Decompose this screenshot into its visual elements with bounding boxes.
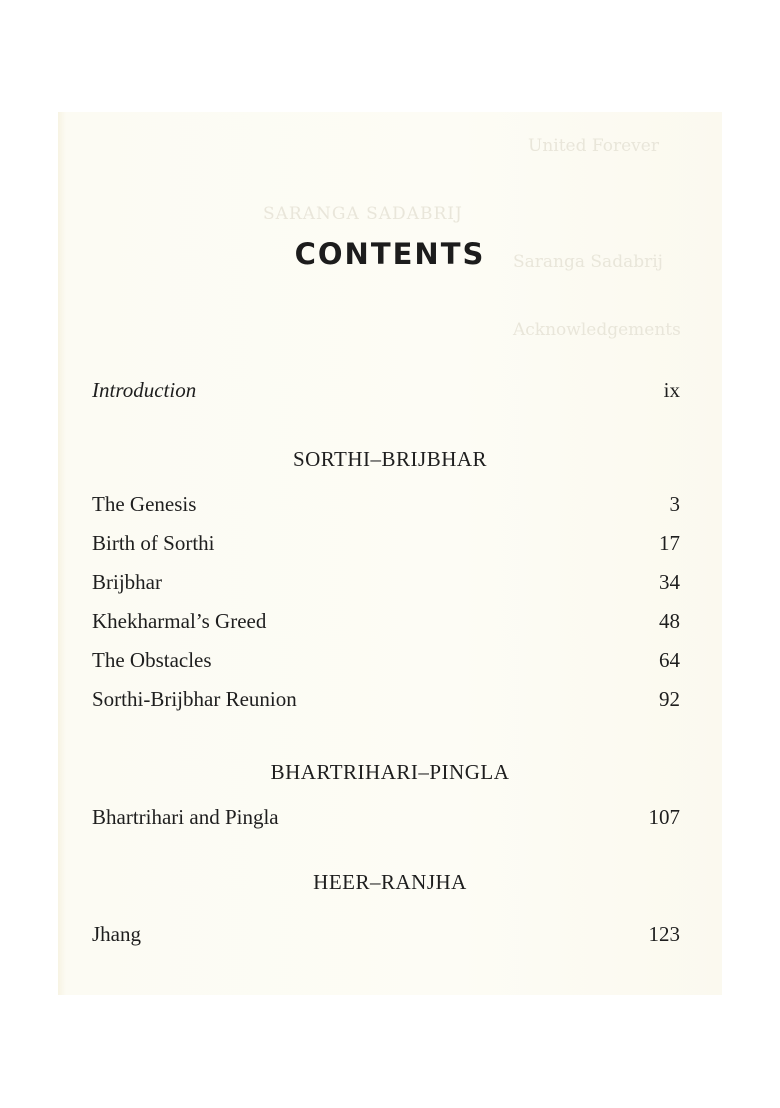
toc-entry-label: Jhang [92, 922, 141, 946]
toc-entry-label: Brijbhar [92, 570, 162, 594]
bleed-through-text: Saranga Sadabrij [513, 252, 663, 272]
page-title: CONTENTS [294, 237, 486, 271]
toc-entry [92, 922, 680, 947]
toc-entry [92, 609, 680, 634]
toc-entry-label: Khekharmal’s Greed [92, 609, 267, 633]
toc-entry-introduction [92, 378, 680, 403]
section-heading: BHARTRIHARI–PINGLA [270, 760, 510, 784]
toc-entry-label: Introduction [92, 378, 197, 402]
toc-entry-label: The Obstacles [92, 648, 212, 672]
bleed-through-text: SARANGA SADABRIJ [263, 204, 463, 224]
section-heading: SORTHI–BRIJBHAR [292, 447, 488, 471]
bleed-through-text: United Forever [528, 136, 659, 156]
toc-entry-label: The Genesis [92, 492, 197, 516]
bleed-through-text: Acknowledgements [513, 320, 681, 340]
toc-entry-page: ix [663, 378, 680, 402]
toc-entry [92, 492, 680, 517]
toc-entry-page: 17 [659, 531, 680, 555]
toc-entry [92, 531, 680, 556]
toc-entry-page: 48 [659, 609, 680, 633]
toc-entry [92, 570, 680, 595]
toc-entry-page: 3 [669, 492, 680, 516]
toc-entry-label: Sorthi-Brijbhar Reunion [92, 687, 297, 711]
toc-entry [92, 648, 680, 673]
section-heading: HEER–RANJHA [313, 870, 467, 894]
book-page [58, 112, 722, 995]
toc-entry-page: 107 [648, 805, 680, 829]
toc-entry-page: 92 [659, 687, 680, 711]
toc-entry-label: Bhartrihari and Pingla [92, 805, 279, 829]
toc-entry [92, 805, 680, 830]
toc-entry-page: 64 [659, 648, 680, 672]
toc-entry-label: Birth of Sorthi [92, 531, 215, 555]
toc-entry-page: 34 [659, 570, 680, 594]
toc-entry [92, 687, 680, 712]
toc-entry-page: 123 [648, 922, 680, 946]
